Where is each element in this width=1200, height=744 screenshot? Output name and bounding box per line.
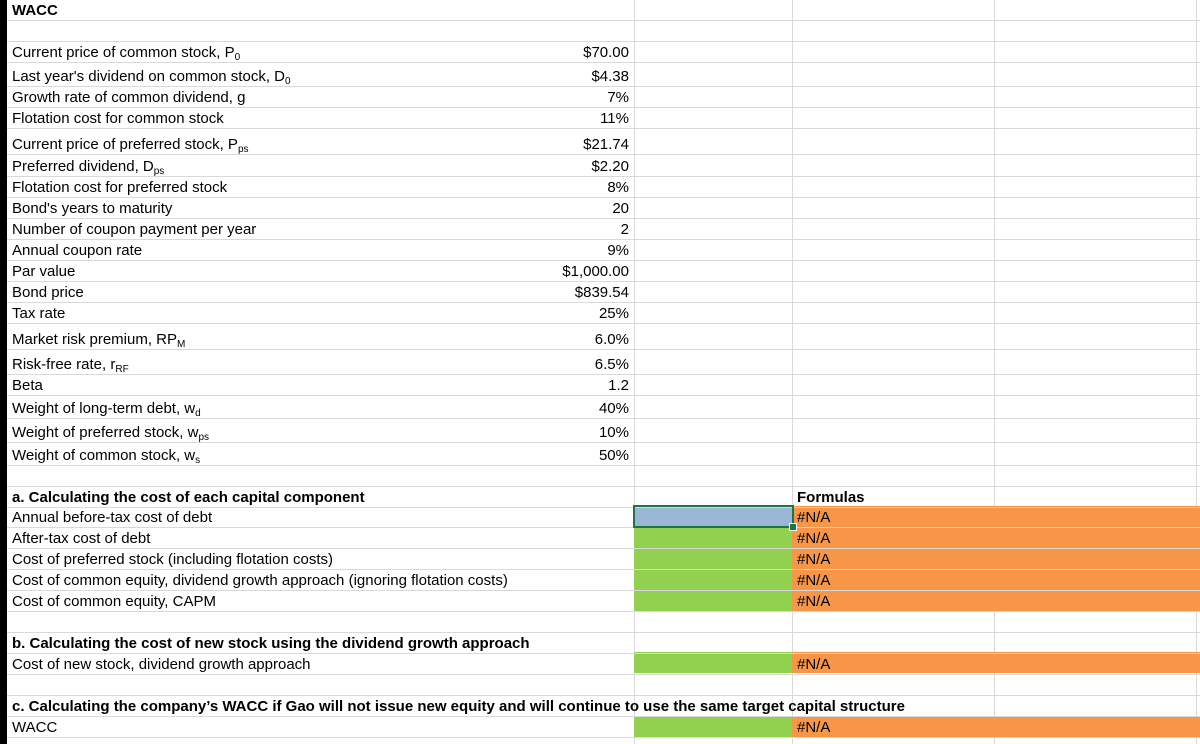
input-row (0, 303, 1200, 324)
input-label (12, 179, 227, 196)
table-row (0, 717, 1200, 738)
formula-cell[interactable]: #N/A (797, 509, 831, 526)
active-cell-selection[interactable] (633, 505, 794, 528)
input-label (12, 263, 75, 280)
input-value-cell[interactable]: 50% (598, 447, 629, 464)
input-row (0, 42, 1200, 63)
input-row (0, 155, 1200, 177)
table-row (0, 549, 1200, 570)
input-value-cell[interactable]: $839.54 (574, 284, 629, 301)
row-gutter (0, 0, 7, 744)
input-value-cell[interactable]: 25% (598, 305, 629, 322)
input-value-cell[interactable]: 20 (612, 200, 629, 217)
input-label-text: Bond's years to maturity (12, 200, 173, 217)
input-label-text: Tax rate (12, 305, 66, 322)
input-row (0, 108, 1200, 129)
input-label (12, 200, 172, 217)
row-label: Cost of common equity, dividend growth approach (ignoring flotation costs) (12, 572, 508, 589)
table-row (0, 591, 1200, 612)
row-label: After-tax cost of debt (12, 530, 151, 547)
input-value-cell[interactable]: 8% (607, 179, 629, 196)
input-label (12, 136, 249, 153)
table-row (0, 570, 1200, 591)
input-value-cell[interactable]: 10% (598, 424, 629, 441)
input-row (0, 396, 1200, 419)
input-row (0, 129, 1200, 155)
input-value-cell[interactable]: 11% (600, 110, 629, 127)
input-label-text: Current price of preferred stock, P (12, 136, 238, 153)
input-label (12, 400, 201, 417)
input-label-subscript: d (195, 408, 201, 419)
input-row (0, 350, 1200, 375)
input-value-cell[interactable]: $2.20 (591, 158, 629, 175)
input-label-text: Beta (12, 377, 43, 394)
input-label (12, 356, 129, 373)
input-row (0, 324, 1200, 350)
input-label (12, 242, 142, 259)
input-label-text: Par value (12, 263, 76, 280)
blank-row (0, 466, 1200, 487)
input-row (0, 87, 1200, 108)
section-a-heading-row (0, 487, 1200, 508)
input-label-subscript: s (195, 455, 201, 466)
input-label (12, 377, 43, 394)
row-label: Cost of new stock, dividend growth approach (12, 656, 311, 673)
input-label-text: Bond price (12, 284, 84, 301)
input-label (12, 284, 84, 301)
input-label-text: Weight of common stock, w (12, 447, 196, 464)
input-value-cell[interactable]: 40% (598, 400, 629, 417)
input-value-cell[interactable]: 6.5% (594, 356, 629, 373)
input-row (0, 443, 1200, 466)
fill-handle[interactable] (789, 523, 797, 531)
input-value-cell[interactable]: $4.38 (591, 68, 629, 85)
input-label-text: Last year's dividend on common stock, D (12, 68, 285, 85)
row-label: Annual before-tax cost of debt (12, 509, 213, 526)
formula-cell[interactable]: #N/A (797, 572, 831, 589)
input-row (0, 198, 1200, 219)
input-label-text: Weight of long-term debt, w (12, 400, 196, 417)
table-row (0, 508, 1200, 528)
input-label-text: Number of coupon payment per year (12, 221, 257, 238)
formula-cell[interactable]: #N/A (797, 719, 831, 736)
input-label-text: Flotation cost for preferred stock (12, 179, 228, 196)
input-row (0, 282, 1200, 303)
section-a-heading: a. Calculating the cost of each capital component (12, 489, 365, 506)
input-label (12, 221, 256, 238)
input-value-cell[interactable]: $21.74 (583, 136, 629, 153)
input-row (0, 240, 1200, 261)
input-label-subscript: M (177, 339, 186, 350)
title-row (0, 0, 1200, 21)
input-value-cell[interactable]: 7% (607, 89, 629, 106)
blank-row (0, 612, 1200, 633)
input-label-text: Risk-free rate, r (12, 356, 116, 373)
input-label-text: Current price of common stock, P (12, 44, 235, 61)
formulas-header: Formulas (797, 489, 865, 506)
input-value-cell[interactable]: 9% (607, 242, 629, 259)
input-label-text: Weight of preferred stock, w (12, 424, 199, 441)
section-c-heading: c. Calculating the company’s WACC if Gao will not issue new equity and will continue to use the same target capital structure (12, 698, 905, 715)
input-label-subscript: RF (115, 364, 129, 375)
input-label-text: Market risk premium, RP (12, 331, 178, 348)
table-row (0, 654, 1200, 675)
input-value-cell[interactable]: $70.00 (583, 44, 629, 61)
input-label-subscript: 0 (285, 76, 291, 87)
input-label-subscript: ps (198, 432, 210, 443)
row-label: Cost of common equity, CAPM (12, 593, 216, 610)
input-label (12, 89, 245, 106)
input-row (0, 219, 1200, 240)
input-label-subscript: 0 (234, 52, 241, 63)
input-label (12, 424, 209, 441)
input-row (0, 177, 1200, 198)
input-label-text: Annual coupon rate (12, 242, 143, 259)
input-value-cell[interactable]: $1,000.00 (562, 263, 629, 280)
input-row (0, 419, 1200, 443)
formula-cell[interactable]: #N/A (797, 551, 831, 568)
input-label (12, 110, 224, 127)
input-value-cell[interactable]: 6.0% (594, 331, 629, 348)
input-label-subscript: ps (153, 166, 165, 177)
input-label-text: Preferred dividend, D (12, 158, 154, 175)
input-row (0, 375, 1200, 396)
formula-cell[interactable]: #N/A (797, 530, 831, 547)
input-label (12, 44, 240, 61)
input-label (12, 331, 185, 348)
input-label (12, 447, 200, 464)
input-value-cell[interactable]: 2 (620, 221, 629, 238)
input-label (12, 68, 291, 85)
section-b-heading: b. Calculating the cost of new stock using the dividend growth approach (12, 635, 530, 652)
input-label-text: Growth rate of common dividend, g (12, 89, 246, 106)
input-label (12, 305, 65, 322)
input-label (12, 158, 164, 175)
table-row (0, 528, 1200, 549)
formula-cell[interactable]: #N/A (797, 656, 831, 673)
blank-row (0, 675, 1200, 696)
input-label-subscript: ps (237, 144, 249, 155)
input-label-text: Flotation cost for common stock (12, 110, 224, 127)
input-row (0, 63, 1200, 87)
section-c-heading-row (0, 696, 1200, 717)
input-row (0, 261, 1200, 282)
blank-row (0, 21, 1200, 42)
row-label: Cost of preferred stock (including flotation costs) (12, 551, 333, 568)
formula-cell[interactable]: #N/A (797, 593, 831, 610)
input-value-cell[interactable]: 1.2 (608, 377, 629, 394)
sheet-title: WACC (12, 2, 58, 19)
row-label: WACC (12, 719, 58, 736)
section-b-heading-row (0, 633, 1200, 654)
